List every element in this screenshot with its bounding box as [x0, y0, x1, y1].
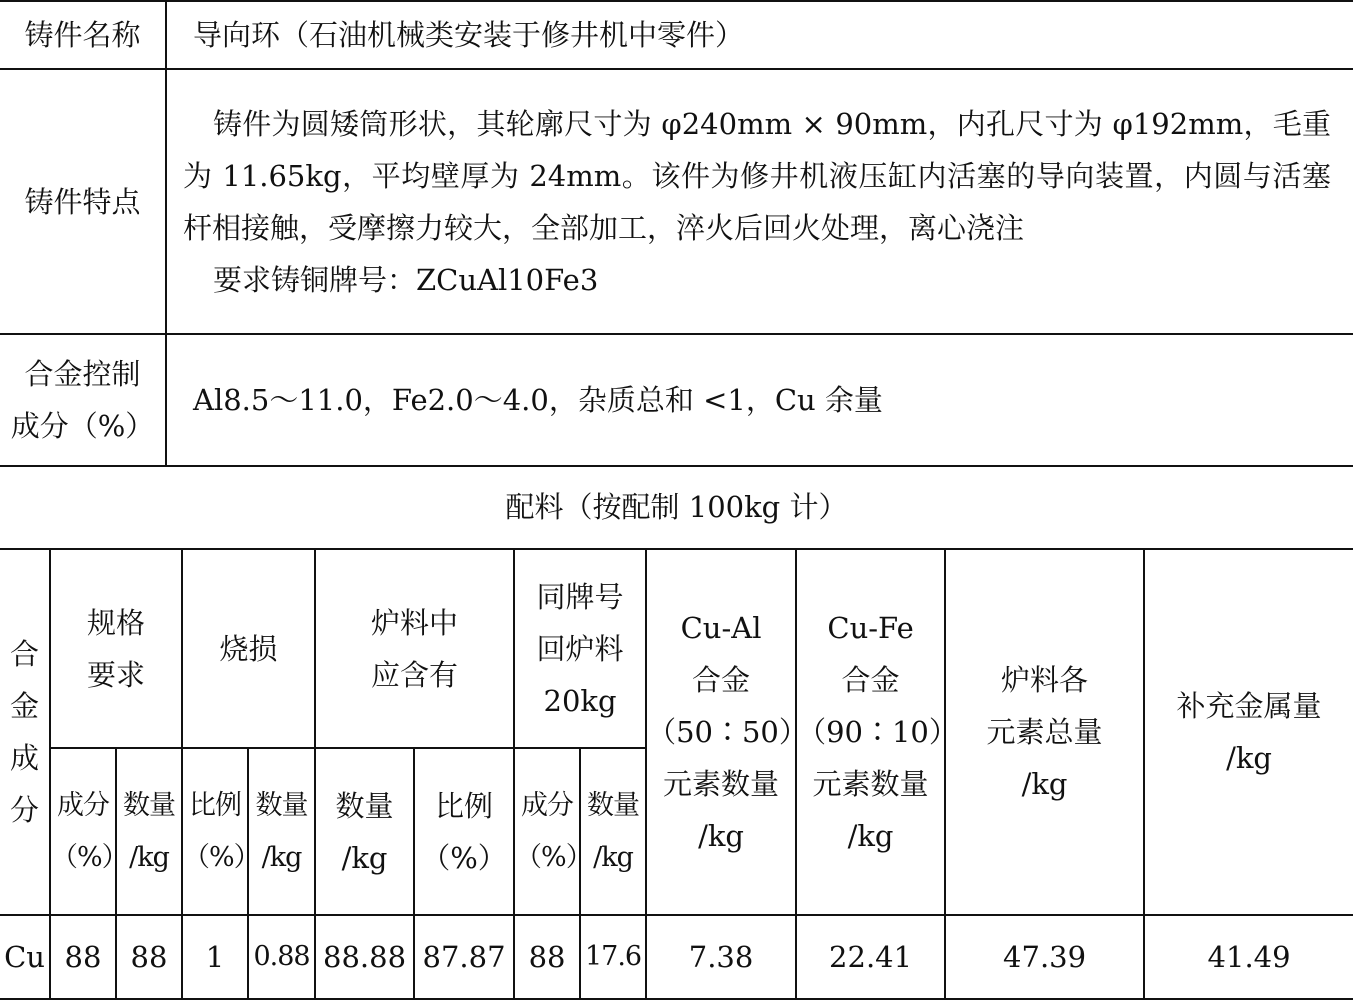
- casting-grade-text: 要求铸铜牌号：ZCuAl10Fe3: [213, 262, 599, 297]
- element-cell: Cu: [0, 915, 50, 999]
- header-spec-requirement: 规格 要求: [50, 549, 182, 748]
- batching-subtitle: 配料（按配制 100kg 计）: [505, 490, 848, 524]
- casting-name-label: 铸件名称: [0, 1, 166, 69]
- header-total-elements: 炉料各 元素总量 /kg: [945, 549, 1144, 915]
- spec-pct-cell: 88: [50, 915, 116, 999]
- alloy-control-label-line1: 合金控制: [24, 357, 141, 391]
- sub-header-burn-ratio: 比例 （%）: [182, 748, 248, 915]
- sub-header-burn-qty: 数量 /kg: [248, 748, 315, 915]
- total-qty-cell: 47.39: [945, 915, 1144, 999]
- header-supplement-metal: 补充金属量 /kg: [1144, 549, 1353, 915]
- header-charge-content: 炉料中 应含有: [315, 549, 514, 748]
- supplement-qty-cell: 41.49: [1144, 915, 1353, 999]
- header-row-1: [0, 549, 1353, 748]
- casting-name-row: [0, 1, 1353, 69]
- sub-header-spec-pct: 成分 （%）: [50, 748, 116, 915]
- charge-ratio-cell: 87.87: [414, 915, 514, 999]
- sub-header-charge-ratio: 比例 （%）: [414, 748, 514, 915]
- casting-features-label: 铸件特点: [0, 69, 166, 334]
- burn-qty-cell: 0.88: [248, 915, 315, 999]
- casting-features-text: 铸件为圆矮筒形状，其轮廓尺寸为 φ240mm × 90mm，内孔尺寸为 φ192mm，毛重为 11.65kg，平均壁厚为 24mm。该件为修井机液压缸内活塞的导向装置，内圆与活塞杆相接触，受摩擦力较大，全部加工，淬火后回火处理，离心浇注: [183, 106, 1331, 245]
- casting-name-value: 导向环（石油机械类安装于修井机中零件）: [166, 1, 1353, 69]
- sub-header-return-pct: 成分 （%）: [514, 748, 580, 915]
- charge-qty-cell: 88.88: [315, 915, 414, 999]
- sub-header-return-qty: 数量 /kg: [580, 748, 646, 915]
- alloy-control-label-line2: 成分（%）: [10, 409, 155, 443]
- alloy-control-value: Al8.5～11.0，Fe2.0～4.0，杂质总和 <1，Cu 余量: [166, 334, 1353, 466]
- header-cual-alloy: Cu-Al 合金 （50∶50） 元素数量 /kg: [646, 549, 796, 915]
- sub-header-charge-qty: 数量 /kg: [315, 748, 414, 915]
- header-return-scrap: 同牌号 回炉料 20kg: [514, 549, 646, 748]
- return-pct-cell: 88: [514, 915, 580, 999]
- alloy-control-row: [0, 334, 1353, 466]
- table-row: [0, 915, 1353, 999]
- cual-qty-cell: 7.38: [646, 915, 796, 999]
- burn-ratio-cell: 1: [182, 915, 248, 999]
- alloy-control-label: [0, 334, 166, 466]
- sub-header-spec-qty: 数量 /kg: [116, 748, 182, 915]
- header-cufe-alloy: Cu-Fe 合金 （90∶10） 元素数量 /kg: [796, 549, 945, 915]
- return-qty-cell: 17.6: [580, 915, 646, 999]
- header-alloy-composition: 合 金 成 分: [0, 549, 50, 915]
- cufe-qty-cell: 22.41: [796, 915, 945, 999]
- casting-info-table: [0, 0, 1353, 467]
- batching-table: [0, 548, 1353, 1000]
- header-burn-loss: 烧损: [182, 549, 315, 748]
- casting-features-row: [0, 69, 1353, 334]
- spec-qty-cell: 88: [116, 915, 182, 999]
